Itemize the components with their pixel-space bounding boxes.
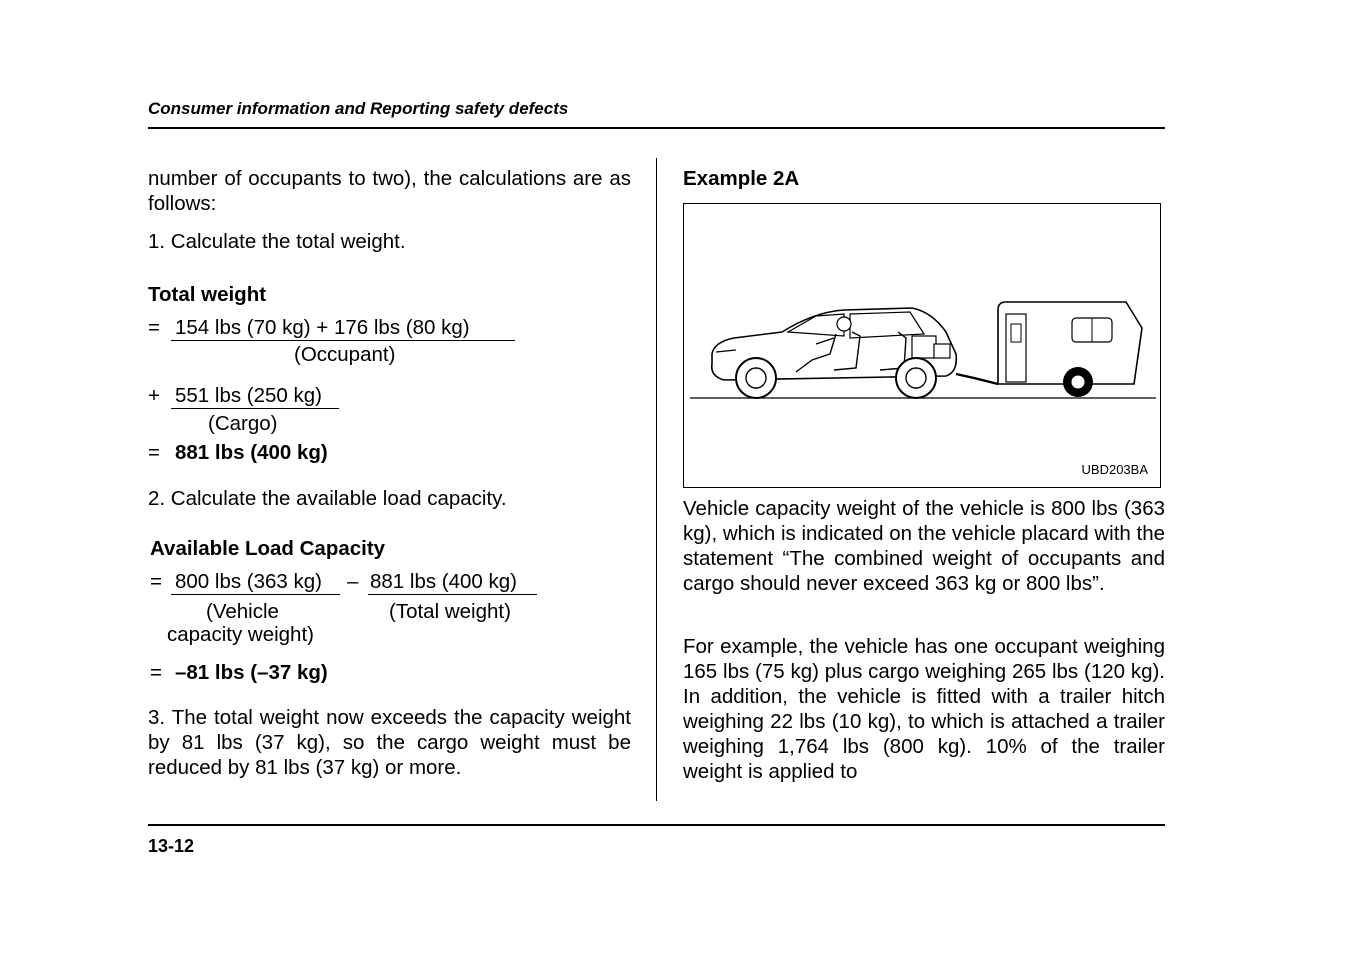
vehicle-trailer-figure bbox=[683, 203, 1161, 488]
cargo-label: (Cargo) bbox=[208, 412, 278, 435]
example-paragraph: For example, the vehicle has one occupant weighing 165 lbs (75 kg) plus cargo weighing 265 lbs (120 kg). In addition, the vehicle is fitted with a trailer hitch weighing 22 lbs (10 kg), to which is attached a trailer weighing 1,764 lbs (800 kg). 10% of the trailer weight is applied to bbox=[683, 635, 1165, 783]
load-capacity-op-equals: = bbox=[150, 570, 162, 593]
figure-code: UBD203BA bbox=[1081, 462, 1148, 477]
total-weight-op-equals: = bbox=[148, 316, 160, 339]
step-1: 1. Calculate the total weight. bbox=[148, 230, 406, 253]
occupant-weight-sum: 154 lbs (70 kg) + 176 lbs (80 kg) bbox=[171, 316, 515, 341]
vehicle-capacity-label-line1: (Vehicle bbox=[206, 600, 279, 623]
example-heading: Example 2A bbox=[683, 167, 800, 190]
occupant-label: (Occupant) bbox=[294, 343, 396, 366]
footer-rule bbox=[148, 824, 1165, 826]
intro-paragraph: number of occupants to two), the calculations are as follows: bbox=[148, 167, 631, 215]
total-weight-term: 881 lbs (400 kg) bbox=[368, 570, 537, 595]
load-capacity-op-result: = bbox=[150, 661, 162, 684]
load-capacity-result: –81 lbs (–37 kg) bbox=[175, 661, 328, 684]
total-weight-result: 881 lbs (400 kg) bbox=[175, 441, 328, 464]
section-header: Consumer information and Reporting safety defects bbox=[148, 99, 569, 118]
column-divider bbox=[656, 158, 657, 801]
step-3-paragraph: 3. The total weight now exceeds the capacity weight by 81 lbs (37 kg), so the cargo weight must be reduced by 81 lbs (37 kg) or more. bbox=[148, 706, 631, 779]
total-weight-label: (Total weight) bbox=[389, 600, 511, 623]
total-weight-op-plus: + bbox=[148, 384, 160, 407]
vehicle-capacity-term: 800 lbs (363 kg) bbox=[171, 570, 340, 595]
page-number: 13-12 bbox=[148, 836, 195, 856]
total-weight-heading: Total weight bbox=[148, 283, 267, 306]
car-and-trailer-illustration bbox=[684, 204, 1160, 487]
minus-sign: – bbox=[347, 570, 359, 593]
vehicle-capacity-label-line2: capacity weight) bbox=[167, 623, 314, 646]
cargo-weight: 551 lbs (250 kg) bbox=[171, 384, 339, 409]
total-weight-op-result: = bbox=[148, 441, 160, 464]
vehicle-capacity-paragraph: Vehicle capacity weight of the vehicle is 800 lbs (363 kg), which is indicated on the vehicle placard with the statement “The combined weight of occupants and cargo should never exceed 363 kg or 800 lbs”. bbox=[683, 497, 1166, 595]
header-rule bbox=[148, 127, 1165, 129]
step-2: 2. Calculate the available load capacity. bbox=[148, 487, 507, 510]
load-capacity-heading: Available Load Capacity bbox=[150, 537, 386, 560]
